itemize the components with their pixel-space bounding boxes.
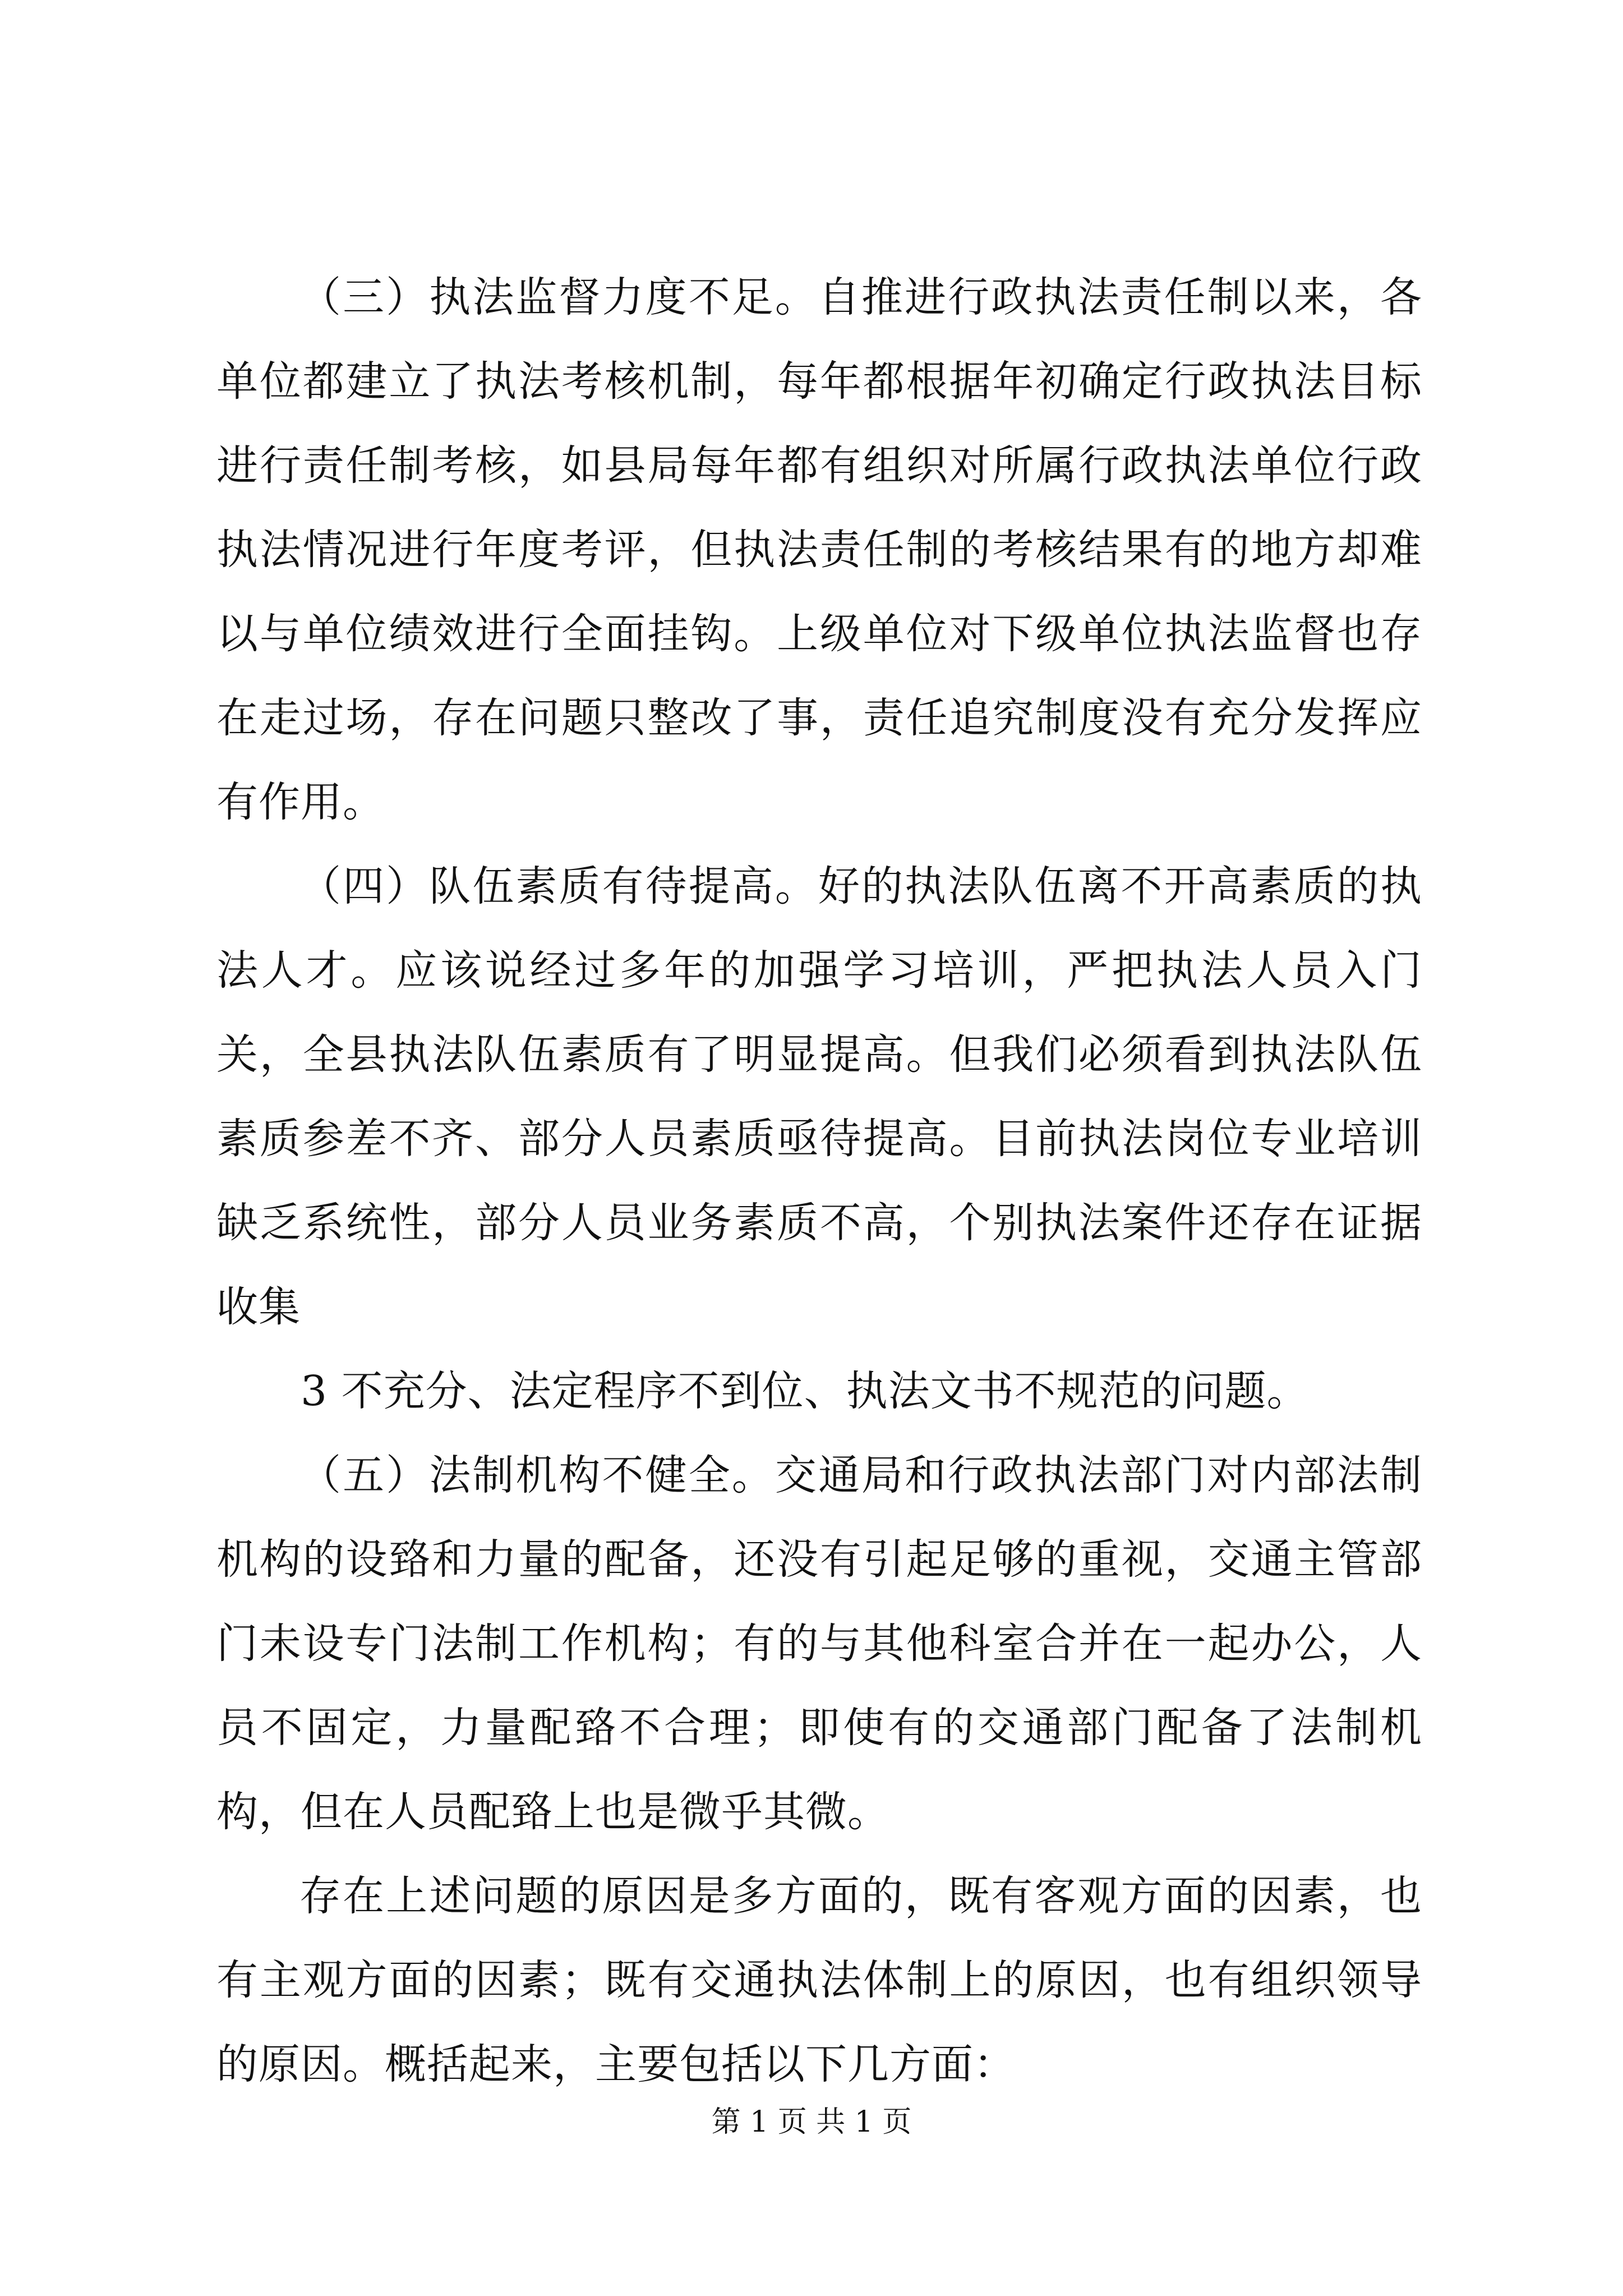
paragraph-causes-summary: 存在上述问题的原因是多方面的，既有客观方面的因素，也有主观方面的因素；既有交通执法体制上的原因，也有组织领导的原因。概括起来，主要包括以下几方面： — [216, 1872, 1422, 2088]
paragraph-team-quality-continuation: 3 不充分、法定程序不到位、执法文书不规范的问题。 — [301, 1367, 1309, 1415]
page-number-footer: 第 1 页 共 1 页 — [711, 2105, 912, 2139]
paragraph-team-quality: （四）队伍素质有待提高。好的执法队伍离不开高素质的执法人才。应该说经过多年的加强学习培训，严把执法人员入门关，全县执法队伍素质有了明显提高。但我们必须看到执法队伍素质参差不齐、部分人员素质亟待提高。目前执法岗位专业培训缺乏系统性，部分人员业务素质不高，个别执法案件还存在证据收集 — [216, 862, 1422, 1331]
paragraph-supervision: （三）执法监督力度不足。自推进行政执法责任制以来，各单位都建立了执法考核机制，每年都根据年初确定行政执法目标进行责任制考核，如县局每年都有组织对所属行政执法单位行政执法情况进行年度考评，但执法责任制的考核结果有的地方却难以与单位绩效进行全面挂钩。上级单位对下级单位执法监督也存在走过场，存在问题只整改了事，责任追究制度没有充分发挥应有作用。 — [216, 273, 1422, 826]
paragraph-legal-institution: （五）法制机构不健全。交通局和行政执法部门对内部法制机构的设臵和力量的配备，还没有引起足够的重视，交通主管部门未设专门法制工作机构；有的与其他科室合并在一起办公，人员不固定，力量配臵不合理；即使有的交通部门配备了法制机构，但在人员配臵上也是微乎其微。 — [216, 1451, 1422, 1836]
document-body — [216, 255, 1422, 2106]
